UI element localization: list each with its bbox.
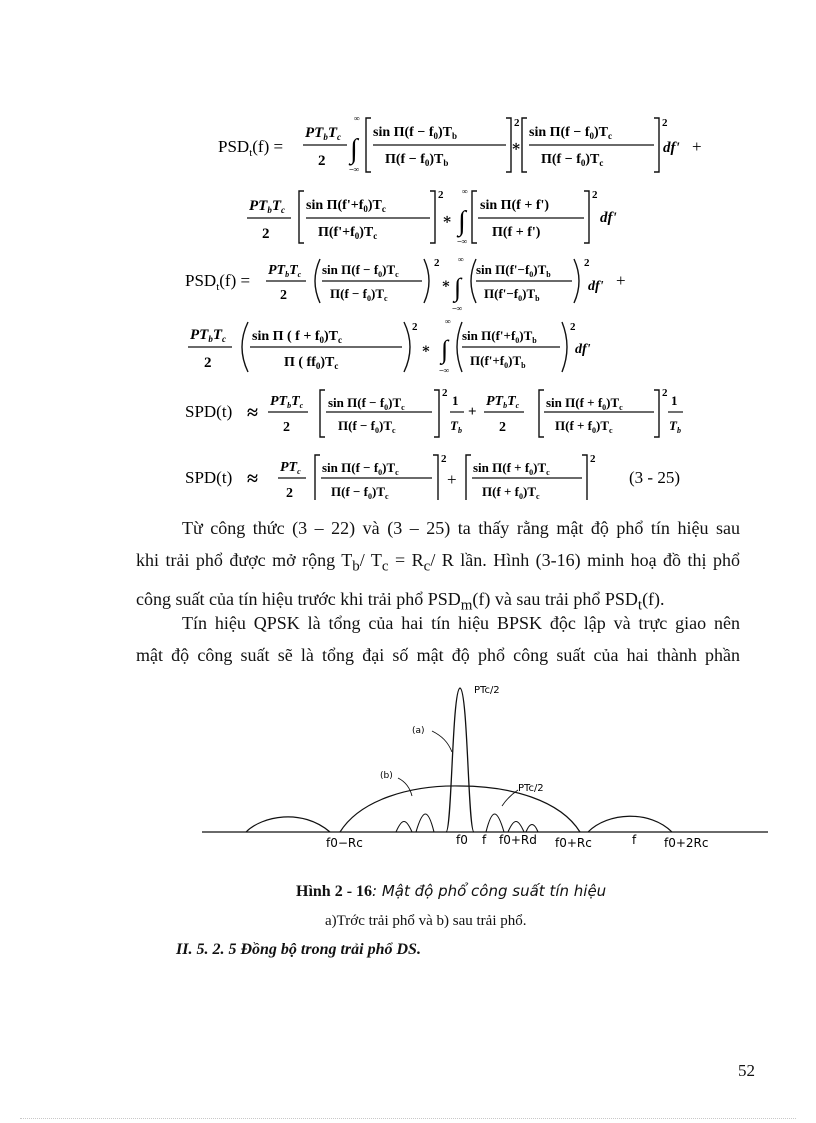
- svg-text:−∞: −∞: [452, 304, 463, 313]
- svg-text:2: 2: [499, 420, 506, 435]
- svg-text:2: 2: [204, 355, 212, 371]
- svg-text:Π ( ff0)Tc: Π ( $ff_0)T_c$: [284, 355, 339, 371]
- svg-text:2: 2: [318, 153, 326, 169]
- svg-text:∫: ∫: [350, 134, 358, 165]
- svg-text:df': df': [663, 140, 680, 156]
- axis-label-f0-plus-2rc: f0+2Rc: [664, 836, 709, 850]
- page-number: 52: [738, 1061, 755, 1080]
- svg-text:SPD(t): SPD(t): [185, 468, 233, 487]
- svg-text:1: 1: [671, 393, 678, 408]
- svg-text:df': df': [588, 279, 604, 294]
- svg-text:−∞: −∞: [349, 165, 360, 174]
- footer-divider: [20, 1118, 796, 1119]
- svg-text:2: 2: [592, 189, 598, 201]
- leader-a: [432, 731, 452, 752]
- svg-text:∞: ∞: [458, 255, 464, 264]
- svg-text:sin Π(f + f0)Tc: $\sin \Pi(f + f_0)T_c$: [546, 395, 623, 412]
- svg-text:2: 2: [262, 226, 270, 242]
- svg-text:+: +: [468, 404, 477, 420]
- svg-text:≈: ≈: [247, 402, 258, 424]
- svg-text:∞: ∞: [445, 317, 451, 326]
- svg-text:2: 2: [280, 288, 287, 303]
- svg-text:df': df': [600, 210, 617, 226]
- svg-text:∫: ∫: [454, 273, 462, 302]
- svg-text:+: +: [447, 470, 457, 489]
- svg-text:2: 2: [286, 486, 293, 500]
- section-heading: II. 5. 2. 5 Đồng bộ trong trải phổ DS.: [176, 941, 421, 958]
- svg-text:∫: ∫: [458, 206, 466, 237]
- svg-text:sin Π(f − f0)Tc: $\sin \Pi(f - f_0)T_c$: [322, 262, 399, 279]
- svg-text:2: 2: [584, 257, 590, 269]
- svg-text:PTbTc: $PT_bT_c$: [270, 394, 304, 410]
- svg-text:+: +: [692, 137, 702, 156]
- svg-text:PTc: $PT_c$: [280, 460, 301, 476]
- svg-text:df': df': [575, 342, 591, 357]
- axis-label-f-2: f: [632, 833, 637, 847]
- svg-text:∞: ∞: [462, 187, 468, 196]
- svg-text:∗: ∗: [511, 139, 522, 155]
- svg-text:Π(f'+f0)Tb: $\Pi(f'+f_0)T_b$: [470, 353, 526, 370]
- paragraph-1-line-1: Từ công thức (3 – 22) và (3 – 25) ta thấy rằng mật độ phổ tín hiệu sau: [182, 518, 740, 538]
- label-peak: PTc/2: [474, 685, 500, 696]
- svg-text:2: 2: [570, 321, 576, 333]
- svg-text:sin Π(f − f0)Tb: $\sin \Pi(f - f_0)T_b$: [373, 125, 457, 141]
- paragraph-2-line-2: mật độ công suất sẽ là tổng đại số mật độ phổ công suất của hai thành phần: [136, 645, 740, 665]
- svg-text:Π(f + f0)Tc: $\Pi(f + f_0)T_c$: [555, 418, 613, 435]
- svg-text:∗: ∗: [421, 342, 431, 357]
- figure-caption: [296, 882, 606, 901]
- svg-text:∗: ∗: [441, 277, 451, 292]
- svg-text:sin Π(f + f'): sin Π(f + f'): [480, 198, 550, 213]
- curve-a-sidelobes: [396, 814, 538, 832]
- svg-text:PSDt(f) =: $PSD_t(f)$ =: [185, 271, 251, 293]
- axis-label-f0-minus-rc: f0−Rc: [326, 836, 363, 850]
- paragraph-1-line-2: khi trải phổ được mở rộng $T_b/$ $T_c = R_c/$ R lần. Hình (3-16) minh hoạ đồ thị phổ: [136, 550, 740, 575]
- axis-label-f0-plus-rc: f0+Rc: [555, 836, 592, 850]
- svg-text:Π(f − f0)Tc: $\Pi(f - f_0)T_c$: [338, 418, 396, 435]
- axis-label-f0-plus-rd: f0+Rd: [499, 833, 537, 847]
- svg-text:∞: ∞: [354, 114, 360, 123]
- label-wide: PTc/2: [518, 783, 544, 794]
- axis-label-f: f: [482, 833, 487, 847]
- svg-text:sin Π(f − f0)Tc: $\sin \Pi(f - f_0)T_c$: [322, 460, 399, 477]
- svg-text:∗: ∗: [442, 212, 453, 228]
- figure-caption-line-2: a)Trớc trải phổ và b) sau trải phổ.: [325, 913, 527, 929]
- svg-text:2: 2: [514, 117, 520, 129]
- svg-text:PTbTc: $PT_bT_c$: [249, 198, 285, 215]
- svg-text:PTbTc: $PT_bT_c$: [305, 125, 341, 142]
- svg-text:PTbTc: $PT_bT_c$: [190, 327, 226, 344]
- svg-text:−∞: −∞: [457, 237, 468, 246]
- svg-text:sin Π(f − f0)Tc: $\sin \Pi(f - f_0)T_c$: [529, 125, 612, 141]
- caption-title: : Mật độ phổ công suất tín hiệu: [372, 882, 607, 900]
- curve-b-spread: [246, 786, 672, 832]
- svg-text:Π(f'−f0)Tb: $\Pi(f'-f_0)T_b$: [484, 286, 540, 303]
- svg-text:Π(f + f0)Tc: $\Pi(f + f_0)T_c$: [482, 484, 540, 500]
- svg-text:2: 2: [434, 257, 440, 269]
- svg-text:2: 2: [590, 453, 596, 465]
- svg-text:−∞: −∞: [439, 366, 450, 375]
- svg-text:2: 2: [438, 189, 444, 201]
- svg-text:Π(f'+f0)Tc: $\Pi(f'+f_0)T_c$: [318, 225, 378, 241]
- paragraph-2-line-1: Tín hiệu QPSK là tổng của hai tín hiệu BPSK độc lập và trực giao nên: [182, 613, 740, 633]
- svg-text:Π(f − f0)Tb: $\Pi(f - f_0)T_b$: [385, 152, 449, 168]
- svg-text:Π(f − f0)Tc: $\Pi(f - f_0)T_c$: [330, 286, 388, 303]
- svg-text:2: 2: [412, 321, 418, 333]
- svg-text:Π(f + f'): Π(f + f'): [492, 225, 541, 240]
- svg-text:2: 2: [662, 387, 668, 399]
- svg-text:∫: ∫: [441, 335, 449, 364]
- svg-text:Tb: $T_b$: [450, 418, 462, 435]
- svg-text:2: 2: [441, 453, 447, 465]
- svg-text:2: 2: [442, 387, 448, 399]
- curve-a-peak: [446, 688, 474, 832]
- paragraph-1-line-3: công suất của tín hiệu trước khi trải phổ $PSD_m(f)$ và sau trải phổ $PSD_t(f)$.: [136, 588, 665, 614]
- svg-text:Π(f − f0)Tc: $\Pi(f - f_0)T_c$: [331, 484, 389, 500]
- caption-label: Hình 2 - 16: [296, 883, 373, 900]
- svg-text:≈: ≈: [247, 468, 258, 490]
- svg-text:sin Π(f'+f0)Tc: $\sin \Pi(f'+f_0)T_c$: [306, 198, 386, 214]
- label-a: (a): [412, 726, 425, 736]
- svg-text:Π(f − f0)Tc: $\Pi(f - f_0)T_c$: [541, 152, 604, 168]
- svg-text:sin Π(f'+f0)Tb: $\sin \Pi(f'+f_0)T_b$: [462, 328, 537, 345]
- svg-text:sin Π(f + f0)Tc: $\sin \Pi(f + f_0)T_c$: [473, 460, 550, 477]
- svg-text:2: 2: [662, 117, 668, 129]
- svg-text:SPD(t): SPD(t): [185, 402, 233, 421]
- equation-number: (3 - 25): [629, 468, 680, 487]
- svg-text:PTbTc: $PT_bT_c$: [268, 263, 302, 279]
- axis-label-f0: f0: [456, 833, 468, 847]
- eq1-lhs: $PSD_t(f)$ =: [218, 137, 284, 159]
- label-b: (b): [380, 771, 393, 781]
- svg-text:sin Π ( f + f0)Tc: sin Π ( $f + f_0)T_c$: [252, 329, 342, 345]
- svg-text:sin Π(f − f0)Tc: $\sin \Pi(f - f_0)T_c$: [328, 395, 405, 412]
- svg-text:2: 2: [283, 420, 290, 435]
- svg-text:PTbTc: $PT_bT_c$: [486, 394, 520, 410]
- svg-text:sin Π(f'−f0)Tb: $\sin \Pi(f'-f_0)T_b$: [476, 262, 551, 279]
- svg-text:+: +: [616, 271, 626, 290]
- svg-text:1: 1: [452, 393, 459, 408]
- svg-text:Tb: $T_b$: [669, 418, 681, 435]
